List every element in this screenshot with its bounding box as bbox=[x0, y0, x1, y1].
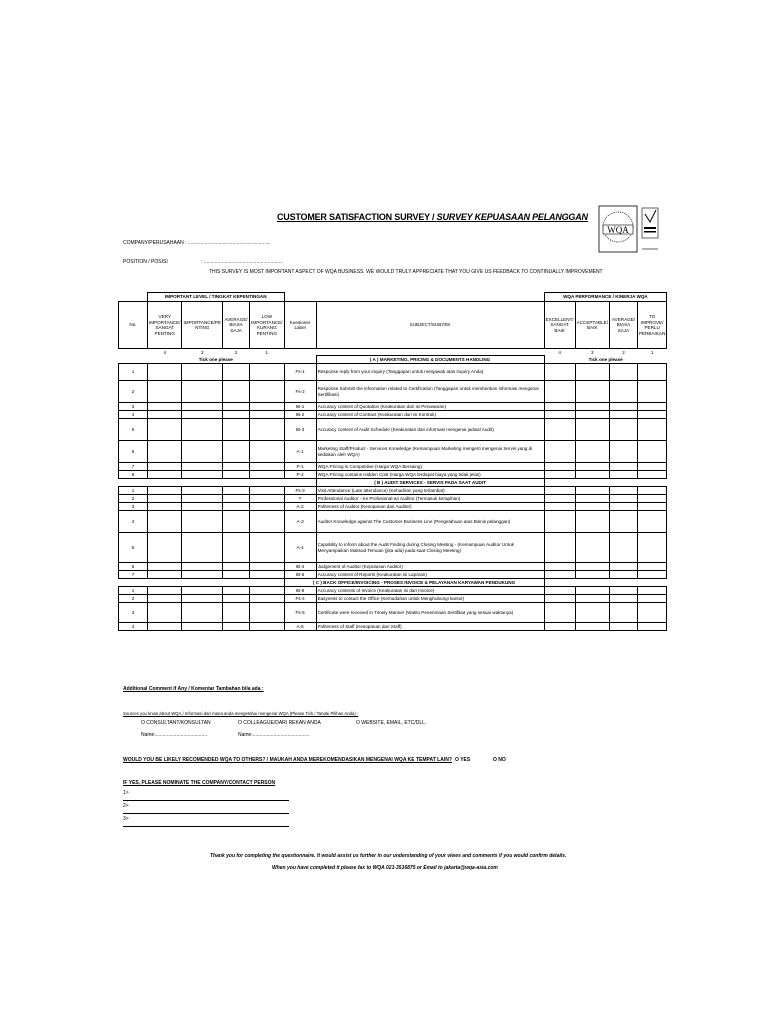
rating-cell[interactable] bbox=[250, 623, 284, 631]
rating-cell[interactable] bbox=[575, 471, 609, 479]
rating-cell[interactable] bbox=[609, 403, 637, 411]
rating-cell[interactable] bbox=[637, 495, 666, 503]
option-colleague[interactable]: O COLLEAGUE/DARI REKAN ANDA bbox=[238, 720, 321, 726]
rating-cell[interactable] bbox=[609, 495, 637, 503]
row-no: 5 bbox=[119, 533, 148, 563]
rating-cell[interactable] bbox=[637, 403, 666, 411]
table-row bbox=[119, 623, 667, 631]
row-subject: Politeness of Staff (Kesopanan dari Staff) bbox=[316, 623, 544, 631]
row-subject: Capability to inform about the Audit Finding during Closing Meeting - (Kemampuan Auditor Untuk Menyampaikan Maksud Temuan (jika ada) pada saat Closing Meeting) bbox=[316, 533, 544, 563]
row-subject: Accuracy content of Audit Schedule (Keakuratan dari informasi mengenai jadwal Audit) bbox=[316, 419, 544, 441]
rating-cell[interactable] bbox=[609, 381, 637, 403]
rating-cell[interactable] bbox=[250, 419, 284, 441]
rating-cell[interactable] bbox=[223, 441, 250, 463]
row-no: 2 bbox=[119, 595, 148, 603]
row-no: 1 bbox=[119, 364, 148, 381]
rating-cell[interactable] bbox=[575, 623, 609, 631]
rating-cell[interactable] bbox=[575, 411, 609, 419]
rating-cell[interactable] bbox=[250, 364, 284, 381]
rating-cell[interactable] bbox=[544, 587, 575, 595]
rating-cell[interactable] bbox=[637, 441, 666, 463]
rating-cell[interactable] bbox=[182, 511, 223, 533]
row-label: IB-1 bbox=[284, 403, 316, 411]
row-no: 4 bbox=[119, 623, 148, 631]
row-label: IB-4 bbox=[284, 563, 316, 571]
rating-cell[interactable] bbox=[544, 403, 575, 411]
rating-cell[interactable] bbox=[637, 487, 666, 495]
rating-cell[interactable] bbox=[609, 511, 637, 533]
row-no: 3 bbox=[119, 603, 148, 623]
rating-cell[interactable] bbox=[544, 533, 575, 563]
rating-cell[interactable] bbox=[609, 533, 637, 563]
rating-cell[interactable] bbox=[609, 623, 637, 631]
rating-cell[interactable] bbox=[182, 381, 223, 403]
rating-cell[interactable] bbox=[575, 587, 609, 595]
row-subject: Accuracy content of Contract (Keakuratan dari isi Kontrak) bbox=[316, 411, 544, 419]
row-no: 5 bbox=[119, 419, 148, 441]
very-importance-header: VERY IMPORTANCE/ SANGAT PENTING bbox=[148, 302, 182, 349]
rating-cell[interactable] bbox=[182, 587, 223, 595]
no-header: No. bbox=[119, 302, 148, 349]
row-no: 4 bbox=[119, 411, 148, 419]
name-field-1[interactable]: Name:..................................... bbox=[141, 732, 208, 738]
rating-cell[interactable] bbox=[637, 571, 666, 579]
row-label: A-2 bbox=[284, 503, 316, 511]
rating-cell[interactable] bbox=[544, 487, 575, 495]
option-no[interactable]: O NO bbox=[493, 757, 506, 763]
rating-cell[interactable] bbox=[575, 495, 609, 503]
row-subject: Easyness to contact the Office (Kemudahan untuk Menghubungi kantor) bbox=[316, 595, 544, 603]
row-label: Fs-5 bbox=[284, 603, 316, 623]
rating-cell[interactable] bbox=[148, 381, 182, 403]
rating-cell[interactable] bbox=[544, 411, 575, 419]
rating-cell[interactable] bbox=[182, 495, 223, 503]
rating-cell[interactable] bbox=[148, 487, 182, 495]
rating-cell[interactable] bbox=[544, 503, 575, 511]
table-row bbox=[119, 471, 667, 479]
row-subject: Professional Auditor - Ke Profesional-an Auditor (Termasuk kerapihan) bbox=[316, 495, 544, 503]
rating-cell[interactable] bbox=[148, 463, 182, 471]
nominate-label: IF YES, PLEASE NOMINATE THE COMPANY/CONTACT PERSON bbox=[123, 780, 276, 786]
rating-cell[interactable] bbox=[182, 623, 223, 631]
table-row bbox=[119, 411, 667, 419]
rating-cell[interactable] bbox=[575, 403, 609, 411]
company-field[interactable]: COMPANY/PERUSAHAAN : ........................................................... bbox=[123, 240, 270, 246]
thanks-line-2: When you have completed it please fax to WQA 021-3516875 or Email to jakarta@wqa-asia.com bbox=[272, 865, 498, 871]
rating-cell[interactable] bbox=[609, 503, 637, 511]
tick-right: Tick one please bbox=[588, 356, 623, 362]
rating-cell[interactable] bbox=[637, 503, 666, 511]
rating-cell[interactable] bbox=[575, 595, 609, 603]
rating-cell[interactable] bbox=[637, 587, 666, 595]
rating-cell[interactable] bbox=[148, 587, 182, 595]
importance-header-col: IMPORTANCE/PE NTING bbox=[182, 302, 223, 349]
option-website[interactable]: O WEBSITE, EMAIL, ETC/DLL. bbox=[356, 720, 427, 726]
rating-cell[interactable] bbox=[223, 411, 250, 419]
nominee-bullet-1: 1> bbox=[123, 790, 129, 796]
comment-area[interactable] bbox=[123, 696, 660, 710]
rating-cell[interactable] bbox=[223, 381, 250, 403]
rating-cell[interactable] bbox=[148, 595, 182, 603]
title-italic: SURVEY KEPUASAAN PELANGGAN bbox=[436, 212, 588, 222]
table-row bbox=[119, 595, 667, 603]
scale-right-2: 2 bbox=[622, 349, 625, 355]
rating-cell[interactable] bbox=[637, 419, 666, 441]
row-no: 2 bbox=[119, 495, 148, 503]
row-subject: Accuracy content of Quotation (Keakuratan dari isi Penawaran) bbox=[316, 403, 544, 411]
rating-cell[interactable] bbox=[575, 503, 609, 511]
rating-cell[interactable] bbox=[223, 603, 250, 623]
row-label: Fs-3 bbox=[284, 487, 316, 495]
rating-cell[interactable] bbox=[544, 419, 575, 441]
rating-cell[interactable] bbox=[575, 381, 609, 403]
rating-cell[interactable] bbox=[575, 463, 609, 471]
rating-cell[interactable] bbox=[223, 419, 250, 441]
table-row bbox=[119, 587, 667, 595]
table-row bbox=[119, 419, 667, 441]
row-no: 2 bbox=[119, 381, 148, 403]
rating-cell[interactable] bbox=[575, 571, 609, 579]
source-question: Sources you know about WQA / Informasi dari mana anda mengetahui mengenai WQA (Please Tick / Tandai Pilihan Anda) : bbox=[123, 711, 359, 716]
rating-cell[interactable] bbox=[637, 533, 666, 563]
table-row bbox=[119, 495, 667, 503]
rating-cell[interactable] bbox=[637, 603, 666, 623]
rating-cell[interactable] bbox=[609, 411, 637, 419]
rating-cell[interactable] bbox=[250, 441, 284, 463]
kuesioner-label-header: Kuesioner Label bbox=[284, 302, 316, 349]
rating-cell[interactable] bbox=[544, 471, 575, 479]
rating-cell[interactable] bbox=[148, 471, 182, 479]
position-label: POSITION / POSISI bbox=[123, 259, 168, 265]
rating-cell[interactable] bbox=[544, 511, 575, 533]
importance-header: IMPORTANT LEVEL / TINGKAT KEPENTINGAN bbox=[148, 293, 285, 302]
table-row bbox=[119, 571, 667, 579]
row-subject: Accuracy content of Reports (Keakuratan isi Laporan) bbox=[316, 571, 544, 579]
rating-cell[interactable] bbox=[223, 587, 250, 595]
row-label: A-1 bbox=[284, 441, 316, 463]
rating-cell[interactable] bbox=[148, 533, 182, 563]
rating-cell[interactable] bbox=[637, 623, 666, 631]
table-row bbox=[119, 364, 667, 381]
row-label: Fs-4 bbox=[284, 595, 316, 603]
to-improve-header: TO IMPROVE/ PERLU PERBAIKAN bbox=[637, 302, 666, 349]
rating-cell[interactable] bbox=[182, 603, 223, 623]
scale-left-2: 2 bbox=[234, 349, 238, 355]
rating-cell[interactable] bbox=[544, 495, 575, 503]
rating-cell[interactable] bbox=[609, 364, 637, 381]
rating-cell[interactable] bbox=[637, 463, 666, 471]
rating-cell[interactable] bbox=[250, 471, 284, 479]
rating-cell[interactable] bbox=[544, 623, 575, 631]
row-label: A-5 bbox=[284, 623, 316, 631]
row-no: 8 bbox=[119, 471, 148, 479]
row-subject: Response Submitt the information related to Certification (Tanggapan untuk memberikan informasi mengenai Sertifikasi) bbox=[316, 381, 544, 403]
rating-cell[interactable] bbox=[223, 364, 250, 381]
row-subject: Judgement of Auditor (Keputusan Auditor) bbox=[316, 563, 544, 571]
rating-cell[interactable] bbox=[250, 381, 284, 403]
rating-cell[interactable] bbox=[544, 563, 575, 571]
row-no: 3 bbox=[119, 503, 148, 511]
nominee-line-3[interactable] bbox=[123, 826, 289, 827]
rating-cell[interactable] bbox=[637, 595, 666, 603]
table-row bbox=[119, 381, 667, 403]
row-subject: WQA Pricing is Competitive (Harga WQA Bersaing) bbox=[316, 463, 544, 471]
rating-cell[interactable] bbox=[182, 487, 223, 495]
row-label: P-2 bbox=[284, 471, 316, 479]
low-importance-header: LOW IMPORTANCE/ KURANG PENTING bbox=[250, 302, 284, 349]
table-row bbox=[119, 533, 667, 563]
row-subject: WQA Pricing contains Hidden Cost (Harga WQA terdapat biaya yang tidak jelas) bbox=[316, 471, 544, 479]
nominee-bullet-2: 2> bbox=[123, 803, 129, 809]
rating-cell[interactable] bbox=[148, 441, 182, 463]
section-a-title: ( A ) MARKETING, PRICING & DOCUMENTS HANDLING bbox=[316, 356, 544, 364]
rating-cell[interactable] bbox=[544, 364, 575, 381]
svg-text:WQA: WQA bbox=[607, 225, 629, 235]
rating-cell[interactable] bbox=[609, 587, 637, 595]
average-importance-header: AVERAGE/ BIASA SAJA bbox=[223, 302, 250, 349]
rating-cell[interactable] bbox=[182, 364, 223, 381]
row-label: IB-5 bbox=[284, 571, 316, 579]
row-no: 7 bbox=[119, 463, 148, 471]
row-subject: Accuracy contents of Invoice (Keakuratan isi dari Invoice) bbox=[316, 587, 544, 595]
rating-cell[interactable] bbox=[182, 563, 223, 571]
survey-title bbox=[277, 212, 588, 222]
row-label: A-3 bbox=[284, 511, 316, 533]
rating-cell[interactable] bbox=[250, 411, 284, 419]
scale-left-4: 4 bbox=[163, 349, 167, 355]
rating-cell[interactable] bbox=[575, 419, 609, 441]
rating-cell[interactable] bbox=[182, 419, 223, 441]
scale-right-4: 4 bbox=[558, 349, 561, 355]
additional-comment: Additional Comment if Any / Komentar Tambahan bila ada : bbox=[123, 686, 264, 692]
wqa-logo bbox=[598, 205, 660, 255]
rating-cell[interactable] bbox=[223, 571, 250, 579]
rating-cell[interactable] bbox=[148, 495, 182, 503]
rating-cell[interactable] bbox=[250, 571, 284, 579]
rating-cell[interactable] bbox=[250, 463, 284, 471]
rating-cell[interactable] bbox=[609, 563, 637, 571]
row-label: Fs-2 bbox=[284, 381, 316, 403]
rating-cell[interactable] bbox=[637, 381, 666, 403]
rating-cell[interactable] bbox=[250, 587, 284, 595]
section-b-title: ( B ) AUDIT SERVICES - SERVIS PADA SAAT AUDIT bbox=[316, 479, 544, 487]
rating-cell[interactable] bbox=[250, 503, 284, 511]
average-performance-header: AVERAGE/ BIASA SAJA bbox=[609, 302, 637, 349]
rating-cell[interactable] bbox=[609, 463, 637, 471]
row-subject: Marketing Staff/Product - Services Knowledge (Kemampuan Marketing mengerti mengenai Servis yang di sediakan oleh WQA) bbox=[316, 441, 544, 463]
rating-cell[interactable] bbox=[609, 471, 637, 479]
rating-cell[interactable] bbox=[223, 495, 250, 503]
rating-cell[interactable] bbox=[544, 381, 575, 403]
row-label: IB-3 bbox=[284, 419, 316, 441]
rating-cell[interactable] bbox=[544, 595, 575, 603]
rating-cell[interactable] bbox=[182, 441, 223, 463]
row-label: T bbox=[284, 495, 316, 503]
performance-header: WQA PERFORMANCE / KINERJA WQA bbox=[544, 293, 667, 302]
subject-header: SUBJECT/SUBYEK bbox=[316, 302, 544, 349]
row-label: P-1 bbox=[284, 463, 316, 471]
table-row bbox=[119, 463, 667, 471]
rating-cell[interactable] bbox=[544, 463, 575, 471]
rating-cell[interactable] bbox=[250, 603, 284, 623]
table-row bbox=[119, 563, 667, 571]
rating-cell[interactable] bbox=[250, 495, 284, 503]
option-consultant[interactable]: O CONSULTANT/KONSULTAN bbox=[141, 720, 211, 726]
row-no: 4 bbox=[119, 511, 148, 533]
rating-cell[interactable] bbox=[637, 563, 666, 571]
rating-cell[interactable] bbox=[637, 411, 666, 419]
rating-cell[interactable] bbox=[544, 571, 575, 579]
rating-cell[interactable] bbox=[182, 403, 223, 411]
tick-left: Tick one please bbox=[198, 356, 233, 362]
rating-cell[interactable] bbox=[148, 563, 182, 571]
rating-cell[interactable] bbox=[575, 533, 609, 563]
rating-cell[interactable] bbox=[544, 441, 575, 463]
rating-cell[interactable] bbox=[182, 463, 223, 471]
name-field-2[interactable]: Name:......................................... bbox=[238, 732, 310, 738]
rating-cell[interactable] bbox=[609, 571, 637, 579]
rating-cell[interactable] bbox=[223, 487, 250, 495]
table-row bbox=[119, 441, 667, 463]
table-row bbox=[119, 603, 667, 623]
row-subject: Politeness of Auditor (Kesopanan dari Auditor) bbox=[316, 503, 544, 511]
row-subject: Visit Attendance (Late attendance) (Kehadiran yang terlambat) bbox=[316, 487, 544, 495]
rating-cell[interactable] bbox=[182, 411, 223, 419]
rating-cell[interactable] bbox=[223, 503, 250, 511]
option-yes[interactable]: O YES bbox=[455, 757, 471, 763]
rating-cell[interactable] bbox=[575, 487, 609, 495]
title-text: CUSTOMER SATISFACTION SURVEY / bbox=[277, 212, 437, 222]
rating-cell[interactable] bbox=[544, 603, 575, 623]
rating-cell[interactable] bbox=[575, 441, 609, 463]
row-subject: Auditor Knowledge against The Customer Business Line (Pengetahuan atas Bisnis pelanggan) bbox=[316, 511, 544, 533]
nominee-line-1[interactable] bbox=[123, 800, 289, 801]
rating-cell[interactable] bbox=[148, 411, 182, 419]
scale-left-3: 3 bbox=[201, 349, 204, 355]
scale-right-3: 3 bbox=[591, 349, 594, 355]
scale-right-1: 1 bbox=[650, 349, 654, 355]
row-label: IB-6 bbox=[284, 587, 316, 595]
rating-cell[interactable] bbox=[148, 511, 182, 533]
rating-cell[interactable] bbox=[182, 533, 223, 563]
rating-cell[interactable] bbox=[250, 595, 284, 603]
thanks-line-1: Thank you for completing the questionnaire. It would assist us further in our understanding of your views and comments if you would confirm details. bbox=[210, 853, 567, 859]
rating-cell[interactable] bbox=[223, 403, 250, 411]
section-c-title: ( C ) BACK OFFICE/INVOICING - PROSES INVOICE & PELAYANAN KARYAWAN PENDUKUNG bbox=[284, 579, 544, 587]
rating-cell[interactable] bbox=[575, 364, 609, 381]
row-no: 3 bbox=[119, 403, 148, 411]
rating-cell[interactable] bbox=[609, 595, 637, 603]
position-field[interactable]: : ......................................................... bbox=[201, 259, 283, 265]
rating-cell[interactable] bbox=[223, 533, 250, 563]
table-row bbox=[119, 403, 667, 411]
rating-cell[interactable] bbox=[148, 419, 182, 441]
rating-cell[interactable] bbox=[250, 511, 284, 533]
rating-cell[interactable] bbox=[609, 419, 637, 441]
rating-cell[interactable] bbox=[182, 571, 223, 579]
row-no: 6 bbox=[119, 441, 148, 463]
survey-table bbox=[118, 292, 667, 631]
rating-cell[interactable] bbox=[182, 471, 223, 479]
rating-cell[interactable] bbox=[148, 403, 182, 411]
row-no: 6 bbox=[119, 563, 148, 571]
rating-cell[interactable] bbox=[182, 503, 223, 511]
rating-cell[interactable] bbox=[609, 487, 637, 495]
rating-cell[interactable] bbox=[250, 563, 284, 571]
rating-cell[interactable] bbox=[223, 463, 250, 471]
scale-left-1: 1 bbox=[265, 349, 269, 355]
nominee-bullet-3: 3> bbox=[123, 816, 129, 822]
rating-cell[interactable] bbox=[148, 623, 182, 631]
nominee-line-2[interactable] bbox=[123, 813, 289, 814]
row-no: 1 bbox=[119, 587, 148, 595]
recommend-question: WOULD YOU BE LIKELY RECOMENDED WQA TO OTHERS? / MAUKAH ANDA MEREKOMENDASIKAN MENGENAI WQA KE TEMPAT LAIN? bbox=[123, 757, 452, 763]
acceptable-header: ACCEPTABLE/ BAIK bbox=[575, 302, 609, 349]
rating-cell[interactable] bbox=[609, 603, 637, 623]
rating-cell[interactable] bbox=[637, 364, 666, 381]
rating-cell[interactable] bbox=[250, 533, 284, 563]
rating-cell[interactable] bbox=[148, 603, 182, 623]
rating-cell[interactable] bbox=[637, 511, 666, 533]
rating-cell[interactable] bbox=[575, 511, 609, 533]
rating-cell[interactable] bbox=[575, 563, 609, 571]
rating-cell[interactable] bbox=[223, 563, 250, 571]
rating-cell[interactable] bbox=[223, 595, 250, 603]
row-subject: Response reply from your inquiry (Tanggapan untuk menjawab atas inquiry Anda) bbox=[316, 364, 544, 381]
rating-cell[interactable] bbox=[250, 487, 284, 495]
intro-text: THIS SURVEY IS MOST IMPORTANT ASPECT OF WQA BUSINESS. WE WOULD TRULY APPRECIATE THAT YOU GIVE US FEEDBACK TO CONTINUALLY IMPROVEMENT bbox=[209, 269, 603, 275]
table-row bbox=[119, 487, 667, 495]
rating-cell[interactable] bbox=[609, 441, 637, 463]
row-no: 7 bbox=[119, 571, 148, 579]
table-row bbox=[119, 511, 667, 533]
row-label: A-4 bbox=[284, 533, 316, 563]
row-no: 1 bbox=[119, 487, 148, 495]
row-label: IB-2 bbox=[284, 411, 316, 419]
rating-cell[interactable] bbox=[250, 403, 284, 411]
rating-cell[interactable] bbox=[575, 603, 609, 623]
rating-cell[interactable] bbox=[148, 571, 182, 579]
rating-cell[interactable] bbox=[148, 364, 182, 381]
rating-cell[interactable] bbox=[223, 511, 250, 533]
row-subject: Certificate were received in Timely Manner (Waktu Penerimaan Sertifikat yang sesuai waktunya) bbox=[316, 603, 544, 623]
table-row bbox=[119, 503, 667, 511]
rating-cell[interactable] bbox=[148, 503, 182, 511]
rating-cell[interactable] bbox=[223, 471, 250, 479]
rating-cell[interactable] bbox=[223, 623, 250, 631]
excellent-header: EXCELLENT/ SANGAT BAIK bbox=[544, 302, 575, 349]
rating-cell[interactable] bbox=[182, 595, 223, 603]
row-label: Fs-1 bbox=[284, 364, 316, 381]
rating-cell[interactable] bbox=[637, 471, 666, 479]
